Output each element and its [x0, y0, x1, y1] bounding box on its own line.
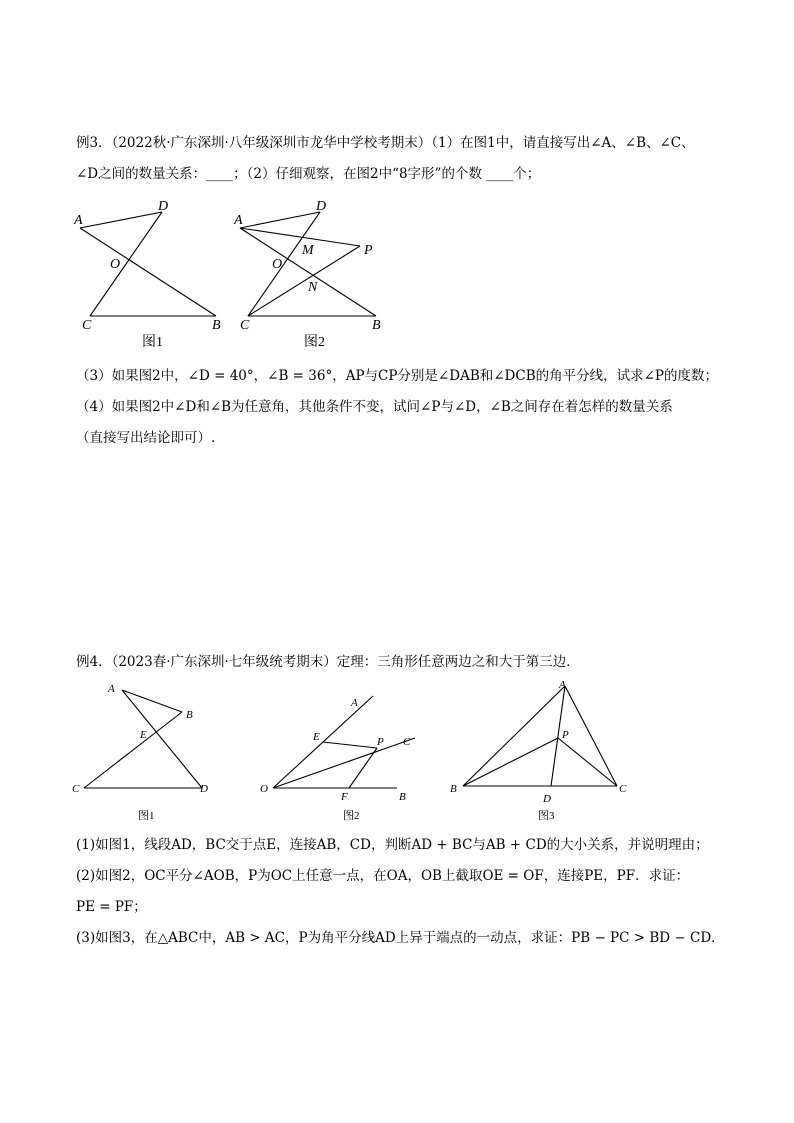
ex4-fig3-label-a: A	[559, 679, 566, 691]
ex4-question-1: (1)如图1，线段AD，BC交于点E，连接AB，CD，判断AD + BC与AB + CD的大小关系，并说明理由；	[76, 837, 709, 853]
ex4-fig3-label-p: P	[562, 729, 569, 741]
ex3-fig2-label-a: A	[234, 213, 243, 228]
ex3-line2: ∠D之间的数量关系：____；（2）仔细观察，在图2中“8字形”的个数 ____个；	[76, 166, 541, 182]
ex4-fig2-label-c: C	[403, 736, 411, 748]
ex3-fig2-label-o: O	[272, 257, 283, 272]
ex4-fig1-caption: 图1	[138, 810, 155, 822]
ex3-fig2-label-n: N	[308, 280, 318, 295]
ex4-fig2-label-o: O	[260, 783, 268, 795]
ex3-fig1-label-d: D	[158, 199, 169, 214]
ex4-question-2b: PE = PF；	[76, 899, 147, 915]
ex4-fig2-label-p: P	[377, 736, 384, 748]
ex4-fig1-label-c: C	[72, 783, 80, 795]
ex3-figure-1	[70, 196, 230, 356]
ex4-question-3: (3)如图3，在△ABC中，AB > AC，P为角平分线AD上异于端点的一动点，求证：PB − PC > BD − CD．	[76, 930, 725, 946]
ex3-fig1-label-b: B	[212, 318, 221, 333]
ex3-fig2-label-m: M	[302, 243, 314, 258]
ex3-fig2-caption: 图2	[304, 335, 325, 350]
ex4-fig3-label-d: D	[543, 793, 551, 805]
ex4-fig1-label-e: E	[140, 729, 147, 741]
ex3-fig1-label-c: C	[82, 318, 92, 333]
ex3-fig2-label-b: B	[372, 318, 381, 333]
ex4-figure-3	[445, 676, 635, 826]
ex3-fig2-label-p: P	[364, 243, 373, 258]
ex4-title: 例4．（2023春·广东深圳·七年级统考期末）定理：三角形任意两边之和大于第三边．	[76, 654, 580, 670]
ex3-question-4a: （4）如果图2中∠D和∠B为任意角，其他条件不变，试问∠P与∠D，∠B之间存在着怎样的数量关系	[76, 399, 673, 415]
ex4-question-2a: (2)如图2，OC平分∠AOB，P为OC上任意一点，在OA，OB上截取OE = OF，连接PE，PF．求证：	[76, 868, 690, 884]
ex4-fig3-label-c: C	[619, 783, 627, 795]
ex4-fig3-label-b: B	[450, 783, 457, 795]
ex4-fig2-label-a: A	[351, 697, 358, 709]
ex3-fig1-label-a: A	[74, 213, 83, 228]
ex3-line1: 例3．（2022秋·广东深圳·八年级深圳市龙华中学校考期末）（1）在图1中，请直接写出∠A、∠B、∠C、	[76, 135, 695, 151]
ex4-fig1-label-a: A	[108, 683, 115, 695]
ex4-fig2-caption: 图2	[343, 810, 360, 822]
ex4-figure-2	[255, 686, 420, 826]
ex4-fig2-label-e: E	[313, 731, 320, 743]
ex3-question-3: （3）如果图2中，∠D = 40°，∠B = 36°，AP与CP分别是∠DAB和∠DCB的角平分线，试求∠P的度数；	[76, 368, 719, 384]
ex3-fig1-label-o: O	[110, 257, 121, 272]
ex4-fig2-label-f: F	[341, 791, 348, 803]
ex3-figure-2	[230, 196, 400, 356]
ex4-fig2-label-b: B	[399, 791, 406, 803]
ex3-fig1-caption: 图1	[142, 335, 163, 350]
ex3-question-4b: （直接写出结论即可）.	[76, 430, 216, 446]
ex4-figure-1	[70, 676, 220, 826]
ex4-fig3-caption: 图3	[538, 810, 555, 822]
ex4-fig1-label-d: D	[200, 783, 208, 795]
ex3-fig2-label-c: C	[240, 318, 250, 333]
ex4-fig1-label-b: B	[186, 709, 193, 721]
ex3-fig2-label-d: D	[316, 199, 327, 214]
